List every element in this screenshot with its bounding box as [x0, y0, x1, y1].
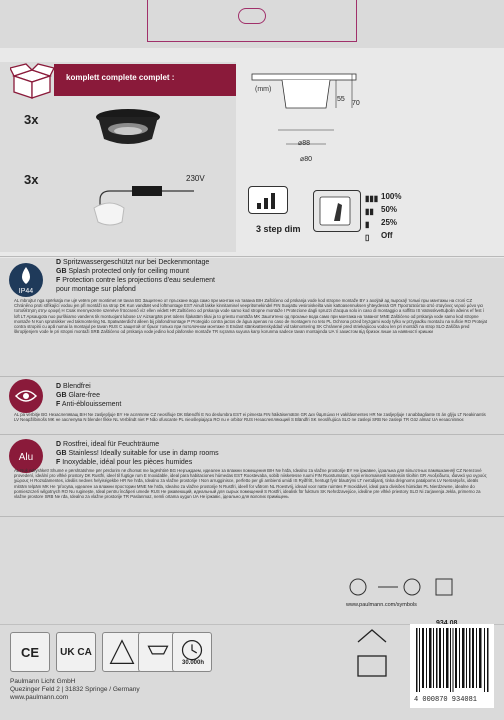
feature-ip44-title: D Spritzwassergeschützt nur bei Deckenmontage GB Splash protected only for ceiling mount F Protection contre les projections d'eau seulement pour montage sur plafond: [56, 259, 215, 293]
eu-recycle-icon: [102, 632, 142, 672]
separator: [0, 256, 504, 257]
feature-stainless-title: D Rostfrei, ideal für Feuchträume GB Stainless! Ideally suitable for use in damp rooms F Inoxydable, idéal pour les pièces humides: [56, 441, 219, 466]
step-dim-label: 3 step dim: [256, 224, 301, 234]
dim-steps-icon: [248, 186, 288, 214]
bar-icon: ▯: [365, 233, 370, 242]
complete-banner: komplett complete complet :: [54, 64, 236, 96]
svg-text:IP44: IP44: [18, 288, 34, 295]
unit-label: (mm): [255, 86, 272, 93]
bar-icon: ▮▮▮: [365, 194, 379, 203]
hang-hole: [238, 8, 266, 24]
qty-driver: 3x: [24, 172, 39, 187]
feature-glare-translations: AL pa verbitje BG Незаслепяващ BIH Ne zasljepljuje BY Не асляпляе CZ neoslňuje DK Blændfri E No deslumbra EST ei pimesta FIN häikäisemätön GR Δεν θαμπώνει H vakításmentes HR Ne zasljepljuje I anabbagliante IS án glýju LT Neakinantis LV Neapžilbinošs MK не заслепува N blender fikke NL Verblindt niet P Não ofuscante PL nieoślepiająca RO nu e orbitor RUS Незаслепляющий S Bländfri SK neoslňujúca SLO ne zaslepi SRB Ne zaslepi TR Göz almaz UA незасліплює: [14, 412, 486, 423]
separator: [0, 516, 504, 517]
diameter-88: ⌀88: [298, 140, 311, 147]
symbols-icons: [346, 576, 486, 598]
voltage-label: 230V: [186, 174, 205, 183]
barcode-number: 4 000870 934081: [414, 696, 478, 704]
qty-light: 3x: [24, 112, 39, 127]
depth-55: 55: [337, 96, 345, 103]
ce-mark: CE: [10, 632, 50, 672]
symbols-url: www.paulmann.com/symbols: [346, 602, 417, 608]
svg-text:Alu: Alu: [18, 452, 34, 463]
dim-levels: [365, 190, 401, 242]
recycling-icon: [338, 626, 406, 686]
dim-level-off: ▯ Off: [365, 231, 393, 242]
dim-level-50: ▮▮ 50%: [365, 205, 398, 216]
feature-stainless-translations: AL Nuk ndryshket! Shumë e përshtatshme për përdorim në dhomat me lagështirë BG Неръждаем, идеален за влажни помещения BIH Ne hrđa, Idealno za vlažne prostorije BY Не іржавее, ідэальна для вільготных памяшканняў CZ Nerezové provedení, ideální pro vlhké prostory DK Rustfri, ideel til fugtige rum E Inoxidable, ideal para habitaciones húmedas EST Roostevaba, sobib niisketesse ruumi FIN Ruostumaton, sopii erinomaisesti kosteisiin tiloihin GR Ανοξείδωτο, ιδανικό για υγρούς χώρους H Rozsdamentes, ideális nedves helyiségekbe HR Ne hrđa, Idealno za vlažne prostorije I Non arrugginisce, perfetto per gli ambienti umidi IS Ryðfrítt, hentugt fyrir blautrými LT nerūdijantį, tinka drėgnoms patalpoms LV Nerūsējošs, ideāls mitrām telpām MK Не ‘рѓосува, идеален за влажни простории MNE Ne hrđa, Idealno za vlažne prostorije N Rustfri, ideell for våtrom NL Roestvrij, ideaal voor natte ruimtes P Inoxidável, ideal para divisões húmidas PL Nierdzewne, idealne do pomieszczeń wilgotnych RO Nu ruginește, Ideal pentru încăperi umede RUS Не ржавеющий, идеальный для сырых помещений S Rostfri, idealisk för fuktrum SK Nehrdzavejúce, ideálne pre vlhké priestory SLO Ni zarjavenja Jekla, primerno za vlažne prostore SRB Ne rđa, Idealno za vlažne prostorije TR Paslanmaz, nemli ortama uygun UA Не іржавіє, ідеально для вологих приміщень: [14, 468, 487, 500]
depth-70: 70: [352, 100, 360, 107]
feature-glare-title: D Blendfrei GB Glare-free F Anti-éblouissement: [56, 383, 122, 408]
downlight-image: [92, 105, 164, 155]
feature-ip44-translations: AL mbrojtur nga spërkatja me ujë vetëm për montimet në tavan BG Защитено от пръскане вода само при монтаж на тавана BIH Zaštićeno od prskanja vode kod stropne montaže BY з ахоўай ад пырскаў толькі пры мантажы на столі CZ Chráněno proti stříkající vodou jen při montáži na strop DK Kun vandtæt ved loftmontage EST Ainult lakke kinnitamisel veepritsmekindel FIN Suojattu vesiroiskeilta vain kattoasennuksen yhteydessä GR Προστατεύεται από σταγόνες νερού μόνο για τοποθέτηση στην οροφή H Csak mennyezetre szerelve fröccsenő víz ellen védett HR Zaštićeno od prskanja vode samo kod stropne montaže I Protezione dagli spruzzi d'acqua solo in caso di montaggio a soffitto IS Vatnsskvettuþolin aðeins ef fest í loft LT Apsaugota nuo purškiamo vandens tik montuojant lubose LV Aizsargāts pret ūdens šļakatām tikai ja to griestu montāža MK Заштитено од прскање вода само при монтажа на таванот MNE Zaštićeno od prskanja vode samo kod stropne montaže N Kun sprutsikker ved takmontering NL Spatwaterdicht alleen bij plafondmontage P Protegido contra jactos de água apenas no caso de montagem no teto PL Ochrona przed bryzgami wody tylko w przypadku montażu na suficie RO Protejat contra stropirii cu apă numai la montajul pe tavan RUS С защитой от брызг только при потолочном монтаже S Endast stänkvattenskyddad vid takmontering SK Chránené pred striekajúcou vodou len pri montáži na strop SLO Zaščita pred škropljenjem vode le pri stropni montaži SRB Zaštićeno od prskanja vode jedino kod plafonske montaže TR sıçrama suyuna karşı korunma sadece tavan montajında UA ті захистом від бризок лише за наявності кришки: [14, 298, 487, 335]
separator: [0, 434, 504, 435]
clock-icon: [172, 632, 212, 672]
dim-level-25: ▮ 25%: [365, 218, 398, 229]
company-info: Paulmann Licht GmbH Quezinger Feld 2 | 31832 Springe / Germany www.paulmann.com: [10, 678, 140, 701]
separator: [0, 376, 504, 377]
dim-level-100: ▮▮▮ 100%: [365, 192, 402, 203]
ip44-badge-icon: [8, 262, 44, 298]
box-icon: [10, 62, 54, 100]
ukca-mark: UK CA: [56, 632, 96, 672]
wall-switch-icon: [313, 190, 361, 232]
lifetime-label: 30.000h: [182, 660, 205, 666]
diameter-80: ⌀80: [300, 156, 313, 163]
driver-image: [90, 182, 200, 232]
glare-free-icon: [8, 378, 44, 414]
bar-icon: ▮: [365, 220, 370, 229]
bar-icon: ▮▮: [365, 207, 374, 216]
